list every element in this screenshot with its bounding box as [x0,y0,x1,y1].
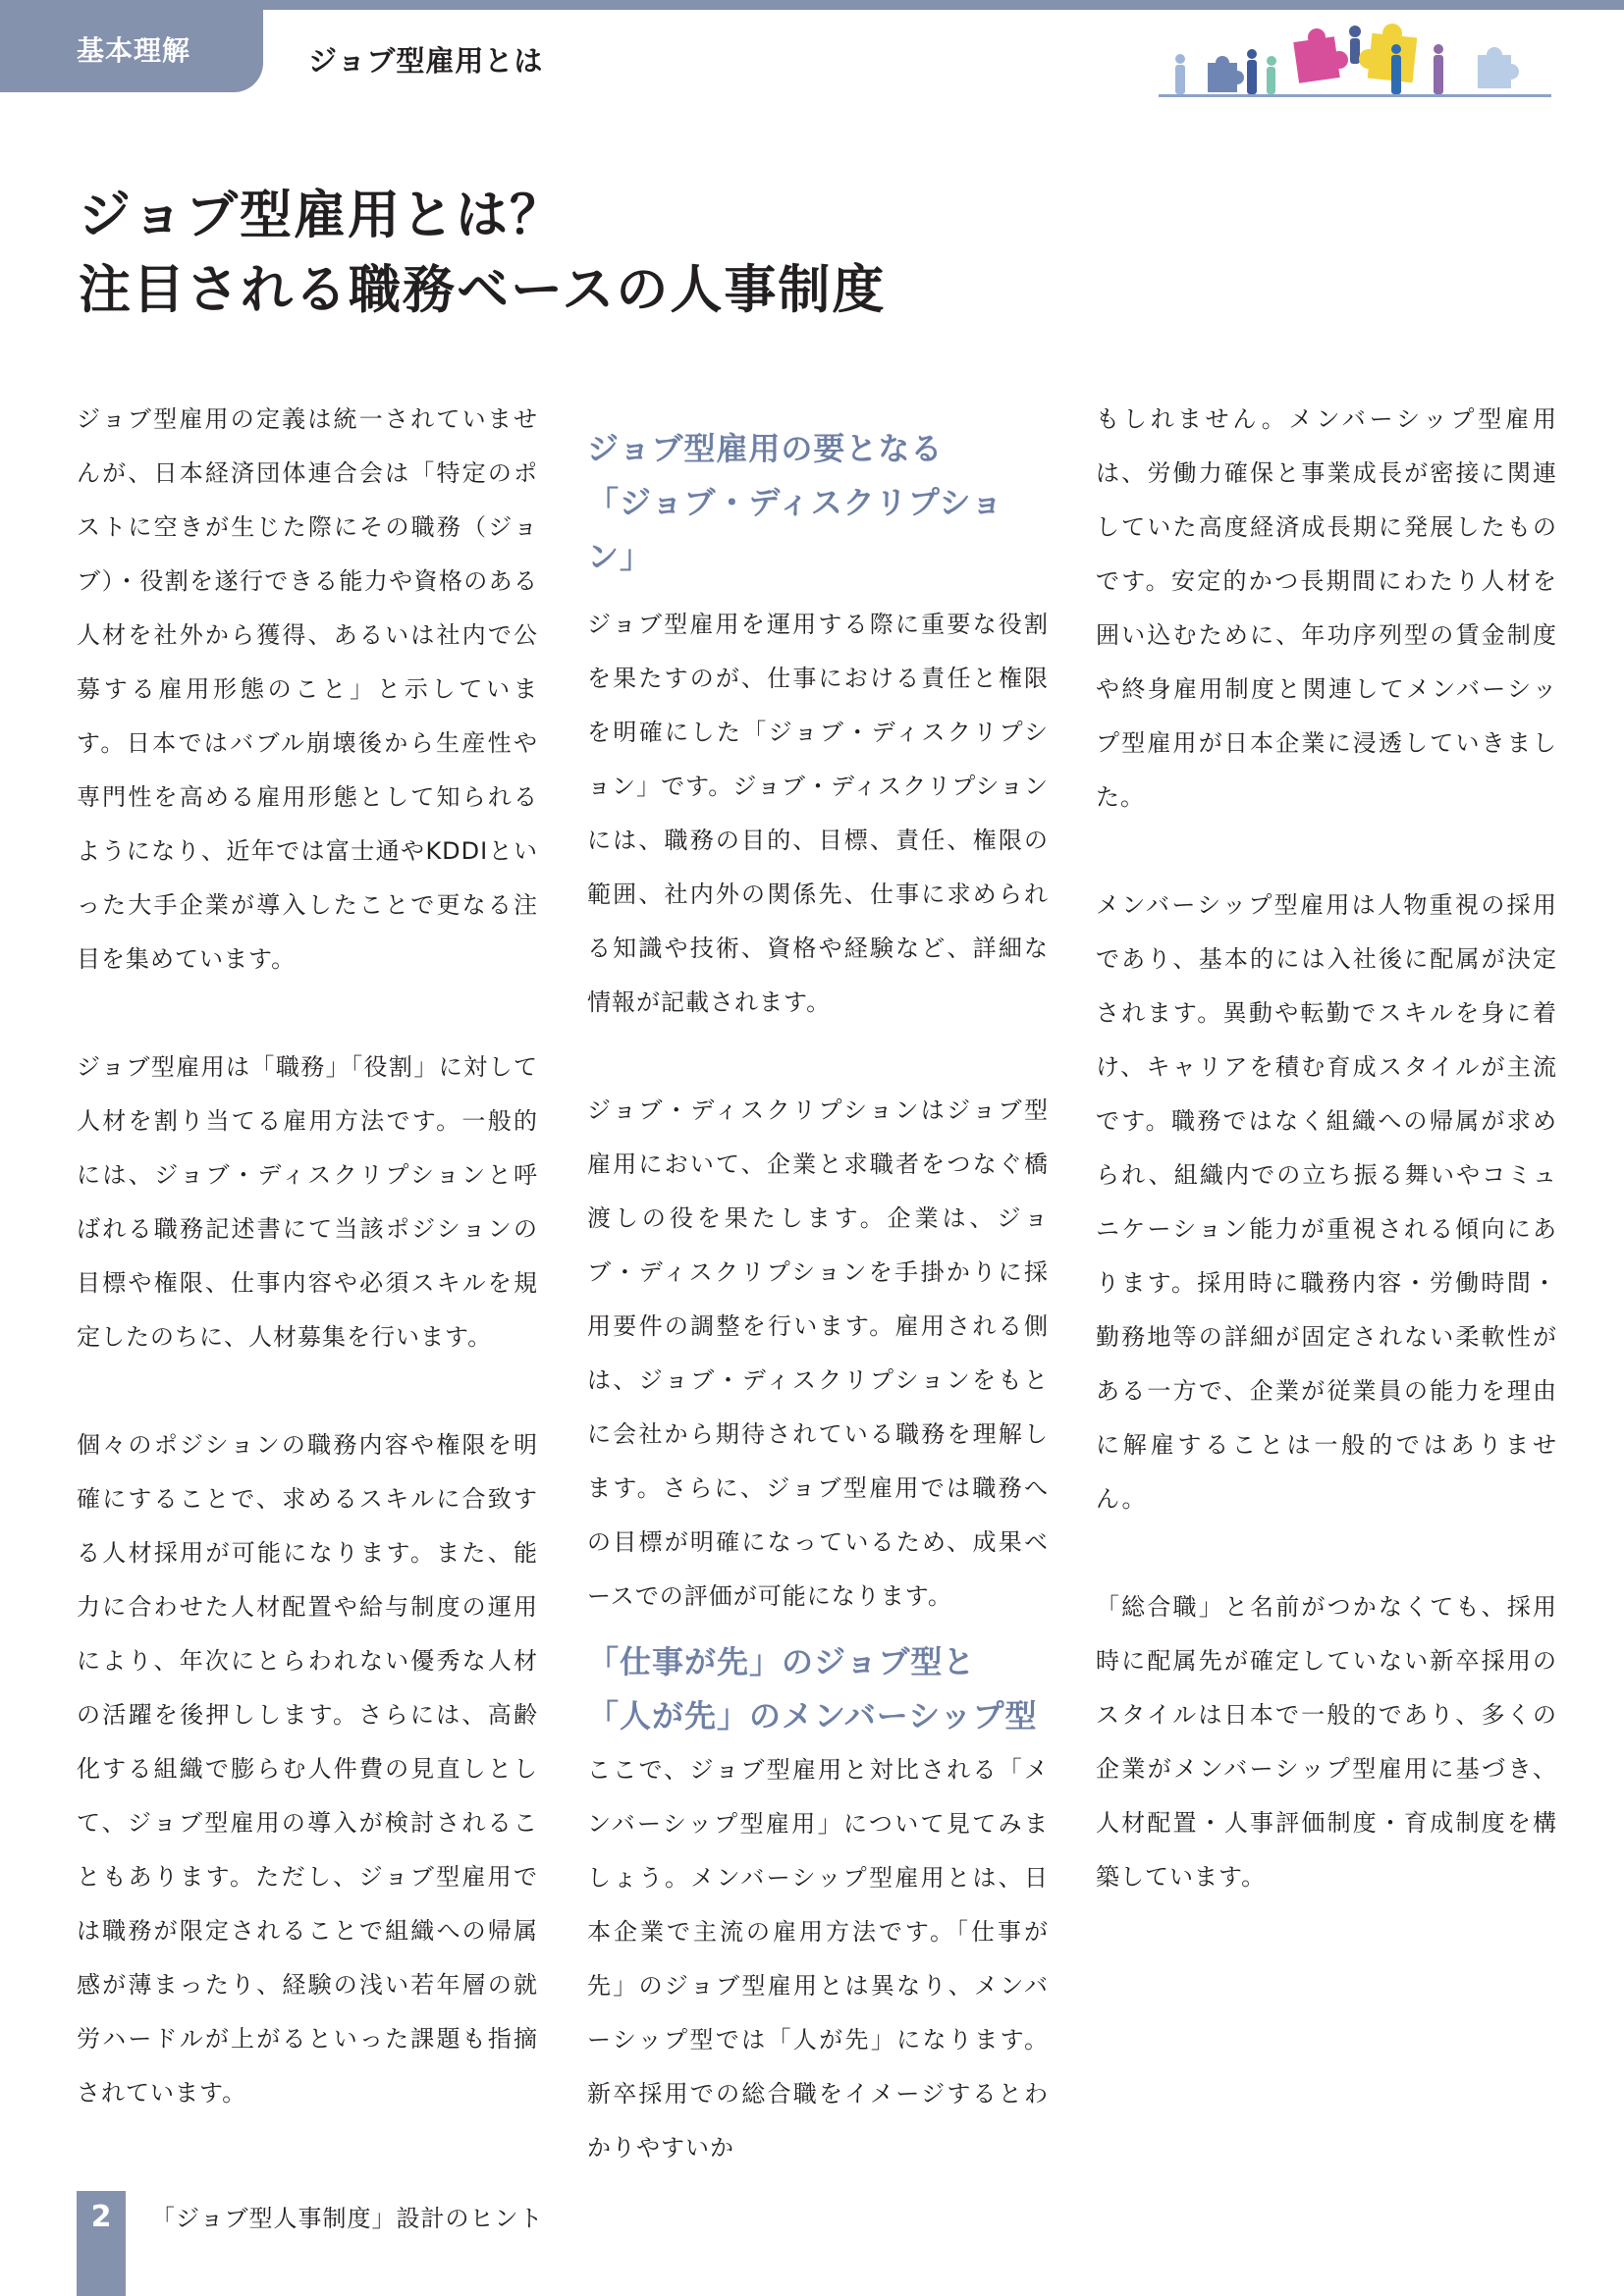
column-1-paragraph-2: ジョブ型雇用は「職務」「役割」に対して人材を割り当てる雇用方法です。一般的には、ジョブ・ディスクリプションと呼ばれる職務記述書にて当該ポジションの目標や権限、仕事内容や必須スキルを規定したのちに、人材募集を行います。 [77,1053,538,1351]
column-1-paragraph-3: 個々のポジションの職務内容や権限を明確にすることで、求めるスキルに合致する人材採用が可能になります。また、能力に合わせた人材配置や給与制度の運用により、年次にとらわれない優秀な人材の活躍を後押しします。さらには、高齢化する組織で膨らむ人件費の見直しとして、ジョブ型雇用の導入が検討されることもあります。ただし、ジョブ型雇用では職務が限定されることで組織への帰属感が薄まったり、経験の浅い若年層の就労ハードルが上がるといった課題も指摘されています。 [77,1431,538,2107]
subheading-1-line-2: 「ジョブ・ディスクリプション」 [587,484,1003,575]
header-title: ジョブ型雇用とは [308,44,544,78]
subheading-job-description [587,422,1049,584]
main-title-line-2: 注目される職務ベースの人事制度 [79,260,887,320]
column-3-paragraph-2: メンバーシップ型雇用は人物重視の採用であり、基本的には入社後に配属が決定されます。異動や転勤でスキルを身に着け、キャリアを積む育成スタイルが主流です。職務ではなく組織への帰属が求められ、組織内での立ち振る舞いやコミュニケーション能力が重視される傾向にあります。採用時に職務内容・労働時間・勤務地等の詳細が固定されない柔軟性がある一方で、企業が従業員の能力を理由に解雇することは一般的ではありません。 [1096,891,1557,1513]
column-1 [77,393,538,2120]
main-title [79,179,886,328]
main-title-line-1: ジョブ型雇用とは？ [79,186,564,245]
column-3 [1096,393,1557,1904]
column-1-paragraph-1: ジョブ型雇用の定義は統一されていませんが、日本経済団体連合会は「特定のポストに空きが生じた際にその職務（ジョブ）・役割を遂行できる能力や資格のある人材を社外から獲得、あるいは社内で公募する雇用形態のこと」と示しています。日本ではバブル崩壊後から生産性や専門性を高める雇用形態として知られるようになり、近年では富士通やKDDIといった大手企業が導入したことで更なる注目を集めています。 [77,405,538,973]
column-2-paragraph-2: ジョブ・ディスクリプションはジョブ型雇用において、企業と求職者をつなぐ橋渡しの役を果たします。企業は、ジョブ・ディスクリプションを手掛かりに採用要件の調整を行います。雇用される側は、ジョブ・ディスクリプションをもとに会社から期待されている職務を理解します。さらに、ジョブ型雇用では職務への目標が明確になっているため、成果ベースでの評価が可能になります。 [587,1096,1049,1610]
column-2-paragraph-3: ここで、ジョブ型雇用と対比される「メンバーシップ型雇用」について見てみましょう。メンバーシップ型雇用とは、日本企業で主流の雇用方法です。「仕事が先」のジョブ型雇用とは異なり、メンバーシップ型では「人が先」になります。新卒採用での総合職をイメージするとわかりやすいか [587,1756,1049,2162]
column-3-paragraph-1: もしれません。メンバーシップ型雇用は、労働力確保と事業成長が密接に関連していた高度経済成長期に発展したものです。安定的かつ長期間にわたり人材を囲い込むために、年功序列型の賃金制度や終身雇用制度と関連してメンバーシップ型雇用が日本企業に浸透していきました。 [1096,405,1557,811]
page-number: 2 [90,2200,112,2234]
footer-publication-title: 「ジョブ型人事制度」設計のヒント [151,2205,544,2232]
subheading-job-vs-membership [587,1635,1049,1743]
column-2 [587,393,1049,2175]
subheading-2-line-2: 「人が先」のメンバーシップ型 [587,1697,1038,1735]
subheading-1-line-1: ジョブ型雇用の要となる [587,430,944,467]
column-2-paragraph-1: ジョブ型雇用を運用する際に重要な役割を果たすのが、仕事における責任と権限を明確にした「ジョブ・ディスクリプション」です。ジョブ・ディスクリプションには、職務の目的、目標、責任、権限の範囲、社内外の関係先、仕事に求められる知識や技術、資格や経験など、詳細な情報が記載されます。 [587,611,1049,1016]
puzzle-people-illustration-icon [1159,20,1551,100]
column-3-paragraph-3: 「総合職」と名前がつかなくても、採用時に配属先が確定していない新卒採用のスタイルは日本で一般的であり、多くの企業がメンバーシップ型雇用に基づき、人材配置・人事評価制度・育成制度を構築しています。 [1096,1593,1557,1891]
subheading-2-line-1: 「仕事が先」のジョブ型と [587,1643,976,1681]
section-tab: 基本理解 [0,0,263,92]
